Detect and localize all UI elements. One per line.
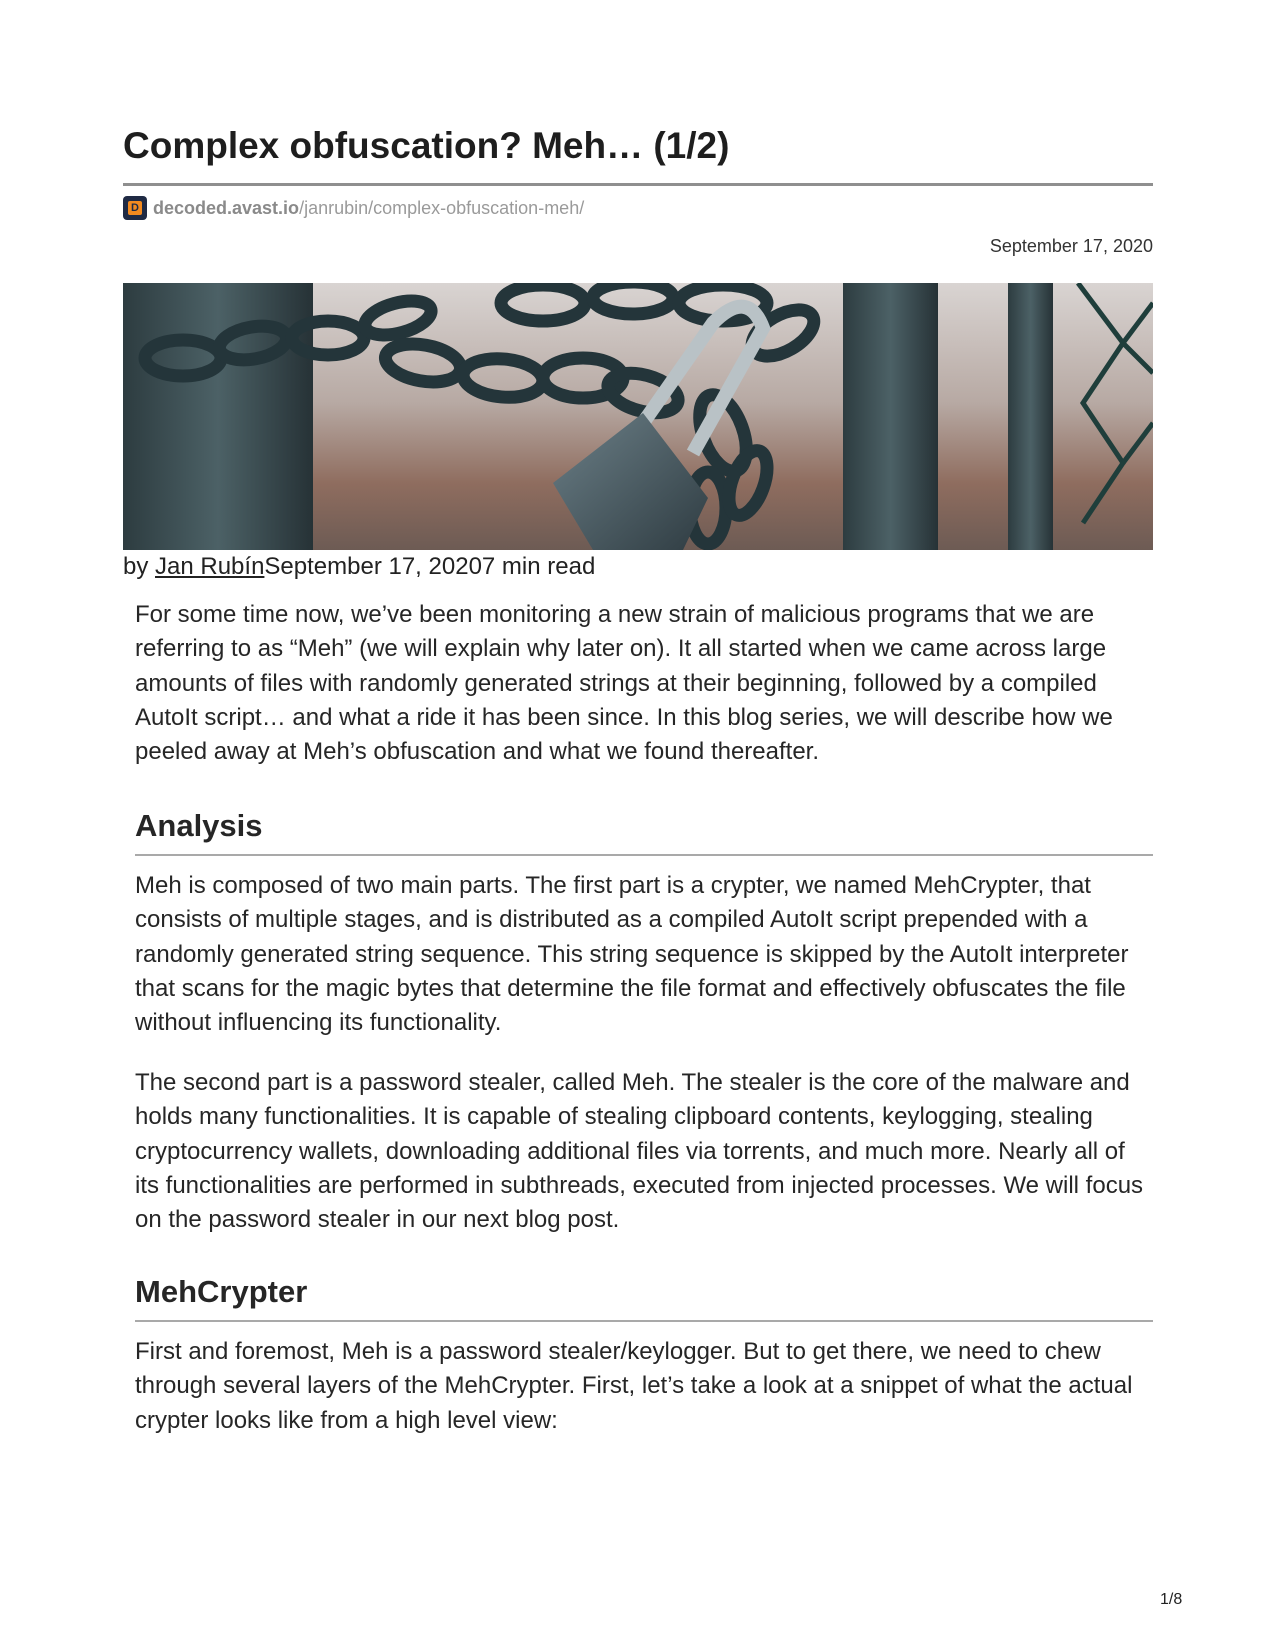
byline bbox=[123, 553, 595, 581]
title-divider bbox=[123, 183, 1153, 186]
page-number: 1/8 bbox=[1160, 1591, 1183, 1608]
author-link[interactable]: Jan Rubín bbox=[155, 553, 265, 580]
mehcrypter-paragraph: First and foremost, Meh is a password stealer/keylogger. But to get there, we need to chew through several layers of the MehCrypter. First, let’s take a look at a snippet of what the actual crypter looks like from a high level view: bbox=[135, 1338, 1133, 1434]
publish-date: September 17, 2020 bbox=[989, 236, 1153, 256]
analysis-paragraph-2: The second part is a password stealer, called Meh. The stealer is the core of the malware and holds many functionalities. It is capable of stealing clipboard contents, keylogging, stealing cryptocurrency wallets, downloading additional files via torrents, and much more. Nearly all of its functionalities are performed in subthreads, executed from injected processes. We will focus on the password stealer in our next blog post. bbox=[135, 1069, 1144, 1234]
mehcrypter-divider bbox=[135, 1320, 1153, 1322]
article-title: Complex obfuscation? Meh… (1/2) bbox=[123, 125, 730, 166]
source-url[interactable] bbox=[123, 195, 584, 221]
hero-image bbox=[123, 283, 1153, 550]
source-domain: decoded.avast.io bbox=[153, 197, 300, 218]
analysis-paragraph-1: Meh is composed of two main parts. The first part is a crypter, we named MehCrypter, that consists of multiple stages, and is distributed as a compiled AutoIt script prepended with a randomly generated string sequence. This string sequence is skipped by the AutoIt interpreter that scans for the magic bytes that determine the file format and effectively obfuscates the file without influencing its functionality. bbox=[135, 872, 1129, 1037]
source-path: /janrubin/complex-obfuscation-meh/ bbox=[299, 197, 585, 218]
byline-meta: September 17, 20207 min read bbox=[264, 553, 596, 580]
site-favicon-icon: D bbox=[123, 196, 147, 220]
analysis-divider bbox=[135, 854, 1153, 856]
byline-prefix: by bbox=[123, 553, 156, 580]
analysis-heading: Analysis bbox=[135, 808, 263, 843]
mehcrypter-heading: MehCrypter bbox=[135, 1274, 308, 1309]
intro-paragraph: For some time now, we’ve been monitoring a new strain of malicious programs that we are referring to as “Meh” (we will explain why later on). It all started when we came across large amounts of files with randomly generated strings at their beginning, followed by a compiled AutoIt script… and what a ride it has been since. In this blog series, we will describe how we peeled away at Meh’s obfuscation and what we found thereafter. bbox=[135, 601, 1113, 766]
